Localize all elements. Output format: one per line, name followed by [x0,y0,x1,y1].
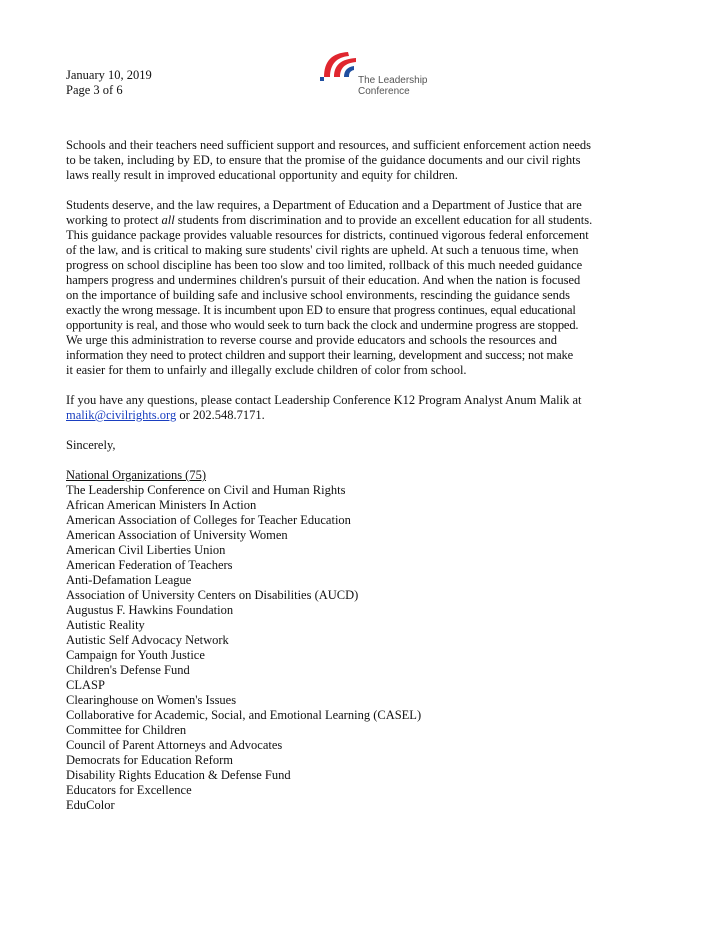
text-line: Schools and their teachers need sufficient support and resources, and sufficient enforcement action needs [66,138,592,152]
list-item: African American Ministers In Action [66,498,257,512]
list-item: Democrats for Education Reform [66,753,233,767]
text-fragment: students from discrimination and to provide an excellent education for all students. [174,213,593,227]
list-item: Council of Parent Attorneys and Advocates [66,738,283,752]
paragraph-students [66,198,651,378]
text-line: to be taken, including by ED, to ensure that the promise of the guidance documents and our civil rights [66,153,581,167]
text-line: Students deserve, and the law requires, a Department of Education and a Department of Justice that are [66,198,582,212]
list-item: Autistic Self Advocacy Network [66,633,229,647]
list-item: Campaign for Youth Justice [66,648,205,662]
list-item: American Federation of Teachers [66,558,233,572]
text-line: laws really result in improved educational opportunity and equity for children. [66,168,458,182]
list-item: Children's Defense Fund [66,663,190,677]
list-item: CLASP [66,678,105,692]
list-item: EduColor [66,798,115,812]
leadership-conference-logo [318,47,448,99]
list-item: Association of University Centers on Disabilities (AUCD) [66,588,359,602]
list-item: Educators for Excellence [66,783,192,797]
list-item: Disability Rights Education & Defense Fund [66,768,291,782]
text-line: of the law, and is critical to making sure students' civil rights are upheld. At such a tenuous time, when [66,243,579,257]
list-item: American Civil Liberties Union [66,543,226,557]
logo-text [358,75,428,97]
text-line: it easier for them to unfairly and illegally exclude children of color from school. [66,363,467,377]
text-line: on the importance of building safe and inclusive school environments, rescinding the guidance sends [66,288,571,302]
letter-date: January 10, 2019 [66,68,152,82]
text-line-contact [66,408,651,423]
page-number: Page 3 of 6 [66,83,123,97]
text-line: hampers progress and undermines children's pursuit of their education. And when the nation is focused [66,273,581,287]
organizations-title: National Organizations (75) [66,468,207,482]
text-line: information they need to protect children and support their learning, development and success; not make [66,348,573,362]
list-item: Committee for Children [66,723,187,737]
letter-header [66,68,152,98]
letter-body [66,138,651,813]
closing: Sincerely, [66,438,116,452]
paragraph-support [66,138,651,183]
logo-line-1: The Leadership [358,75,428,86]
text-line: If you have any questions, please contact Leadership Conference K12 Program Analyst Anum Malik at [66,393,582,407]
list-item: Anti-Defamation League [66,573,192,587]
text-fragment: working to protect [66,213,162,227]
paragraph-contact [66,393,651,423]
list-item: The Leadership Conference on Civil and Human Rights [66,483,346,497]
list-item: American Association of University Women [66,528,288,542]
logo-line-2: Conference [358,86,410,97]
text-line: This guidance package provides valuable resources for districts, continued vigorous federal enforcement [66,228,589,242]
email-link[interactable]: malik@civilrights.org [66,408,177,422]
phone-text: or 202.548.7171. [176,408,265,422]
list-item: Autistic Reality [66,618,145,632]
list-item: American Association of Colleges for Teacher Education [66,513,351,527]
list-item: Clearinghouse on Women's Issues [66,693,237,707]
logo-swoosh-icon [318,47,362,81]
list-item: Collaborative for Academic, Social, and Emotional Learning (CASEL) [66,708,422,722]
text-line: opportunity is real, and those who would seek to turn back the clock and undermine progress are stopped. [66,318,579,332]
text-line: progress on school discipline has been too slow and too limited, rollback of this much needed guidance [66,258,583,272]
text-line: exactly the wrong message. It is incumbent upon ED to ensure that progress continues, equal educational [66,303,576,317]
organizations-list [66,483,651,813]
text-line-with-emphasis [66,213,651,228]
emphasis-all: all [161,213,175,227]
text-line: We urge this administration to reverse course and provide educators and schools the resources and [66,333,557,347]
list-item: Augustus F. Hawkins Foundation [66,603,234,617]
